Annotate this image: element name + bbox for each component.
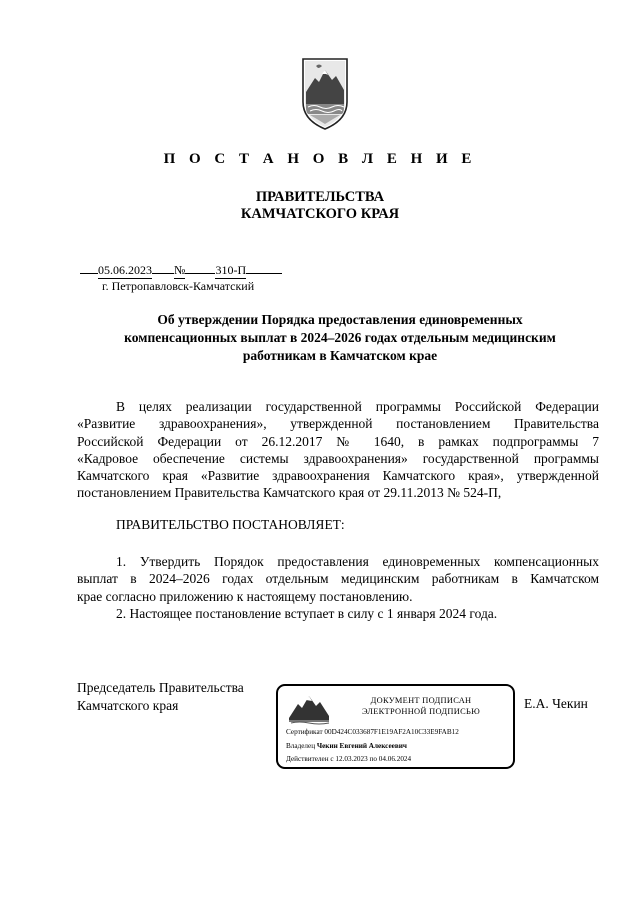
validity-label: Действителен <box>286 755 329 763</box>
owner-value: Чекин Евгений Алексеевич <box>316 742 407 750</box>
valid-from: 12.03.2023 <box>335 755 368 763</box>
electronic-signature-stamp <box>276 684 515 769</box>
item-line: крае согласно приложению к настоящему постановлению. <box>77 588 413 604</box>
valid-from-prefix: с <box>330 755 334 763</box>
document-number: 310-П <box>215 263 247 277</box>
position-line: Председатель Правительства <box>77 680 244 695</box>
document-type-title: П О С Т А Н О В Л Е Н И Е <box>163 151 477 167</box>
issuer-line-2: КАМЧАТСКОГО КРАЯ <box>240 206 400 222</box>
stamp-heading-line: ДОКУМЕНТ ПОДПИСАН <box>370 696 472 705</box>
resolution-items <box>77 553 599 622</box>
kamchatka-coat-of-arms-icon <box>302 58 348 130</box>
preamble-line: Российской Федерации от 26.12.2017 № 1640, в рамках подпрограммы 7 <box>77 433 599 449</box>
subject-line: работникам в Камчатском крае <box>242 348 438 363</box>
validity-line <box>286 755 411 763</box>
signatory-name: Е.А. Чекин <box>524 696 588 711</box>
item-line: выплат в 2024–2026 годах отдельным медицинским работникам в Камчатском <box>77 571 599 587</box>
signatory-position <box>77 679 244 715</box>
subject-line: компенсационных выплат в 2024–2026 годах отдельным медицинским <box>124 330 556 345</box>
owner-label: Владелец <box>286 742 316 750</box>
certificate-label: Сертификат <box>286 728 323 736</box>
number-label: № <box>174 263 186 277</box>
city: г. Петропавловск-Камчатский <box>102 279 255 293</box>
date-number-line <box>80 263 282 279</box>
kamchatka-emblem-icon <box>287 692 331 726</box>
preamble-line: «Кадровое обеспечение системы здравоохранения» государственной программы <box>77 450 599 466</box>
document-subject <box>60 311 620 365</box>
preamble-line: постановлением Правительства Камчатского края от 29.11.2013 № 524-П, <box>77 485 502 501</box>
stamp-heading <box>336 695 506 717</box>
decree-statement: ПРАВИТЕЛЬСТВО ПОСТАНОВЛЯЕТ: <box>116 517 345 532</box>
certificate-value: 00D424C033687F1E19AF2A10C33E9FAB12 <box>324 728 459 736</box>
issuer-line-1: ПРАВИТЕЛЬСТВА <box>255 189 385 205</box>
owner-line <box>286 742 407 750</box>
position-line: Камчатского края <box>77 698 179 713</box>
document-date: 05.06.2023 <box>98 263 152 277</box>
stamp-heading-line: ЭЛЕКТРОННОЙ ПОДПИСЬЮ <box>361 707 481 716</box>
item-line: 2. Настоящее постановление вступает в силу с 1 января 2024 года. <box>116 605 498 621</box>
preamble-line: В целях реализации государственной программы Российской Федерации <box>116 399 599 414</box>
item-line: 1. Утвердить Порядок предоставления единовременных компенсационных <box>116 554 599 569</box>
valid-to: 04.06.2024 <box>378 755 412 763</box>
certificate-line <box>286 728 459 736</box>
preamble-line: Камчатского края «Развитие здравоохранения Камчатского края», утвержденной <box>77 468 599 484</box>
preamble-paragraph <box>77 398 599 502</box>
subject-line: Об утверждении Порядка предоставления единовременных <box>157 312 523 327</box>
valid-to-prefix: по <box>369 755 377 763</box>
preamble-line: «Развитие здравоохранения», утвержденной постановлением Правительства <box>77 416 599 432</box>
